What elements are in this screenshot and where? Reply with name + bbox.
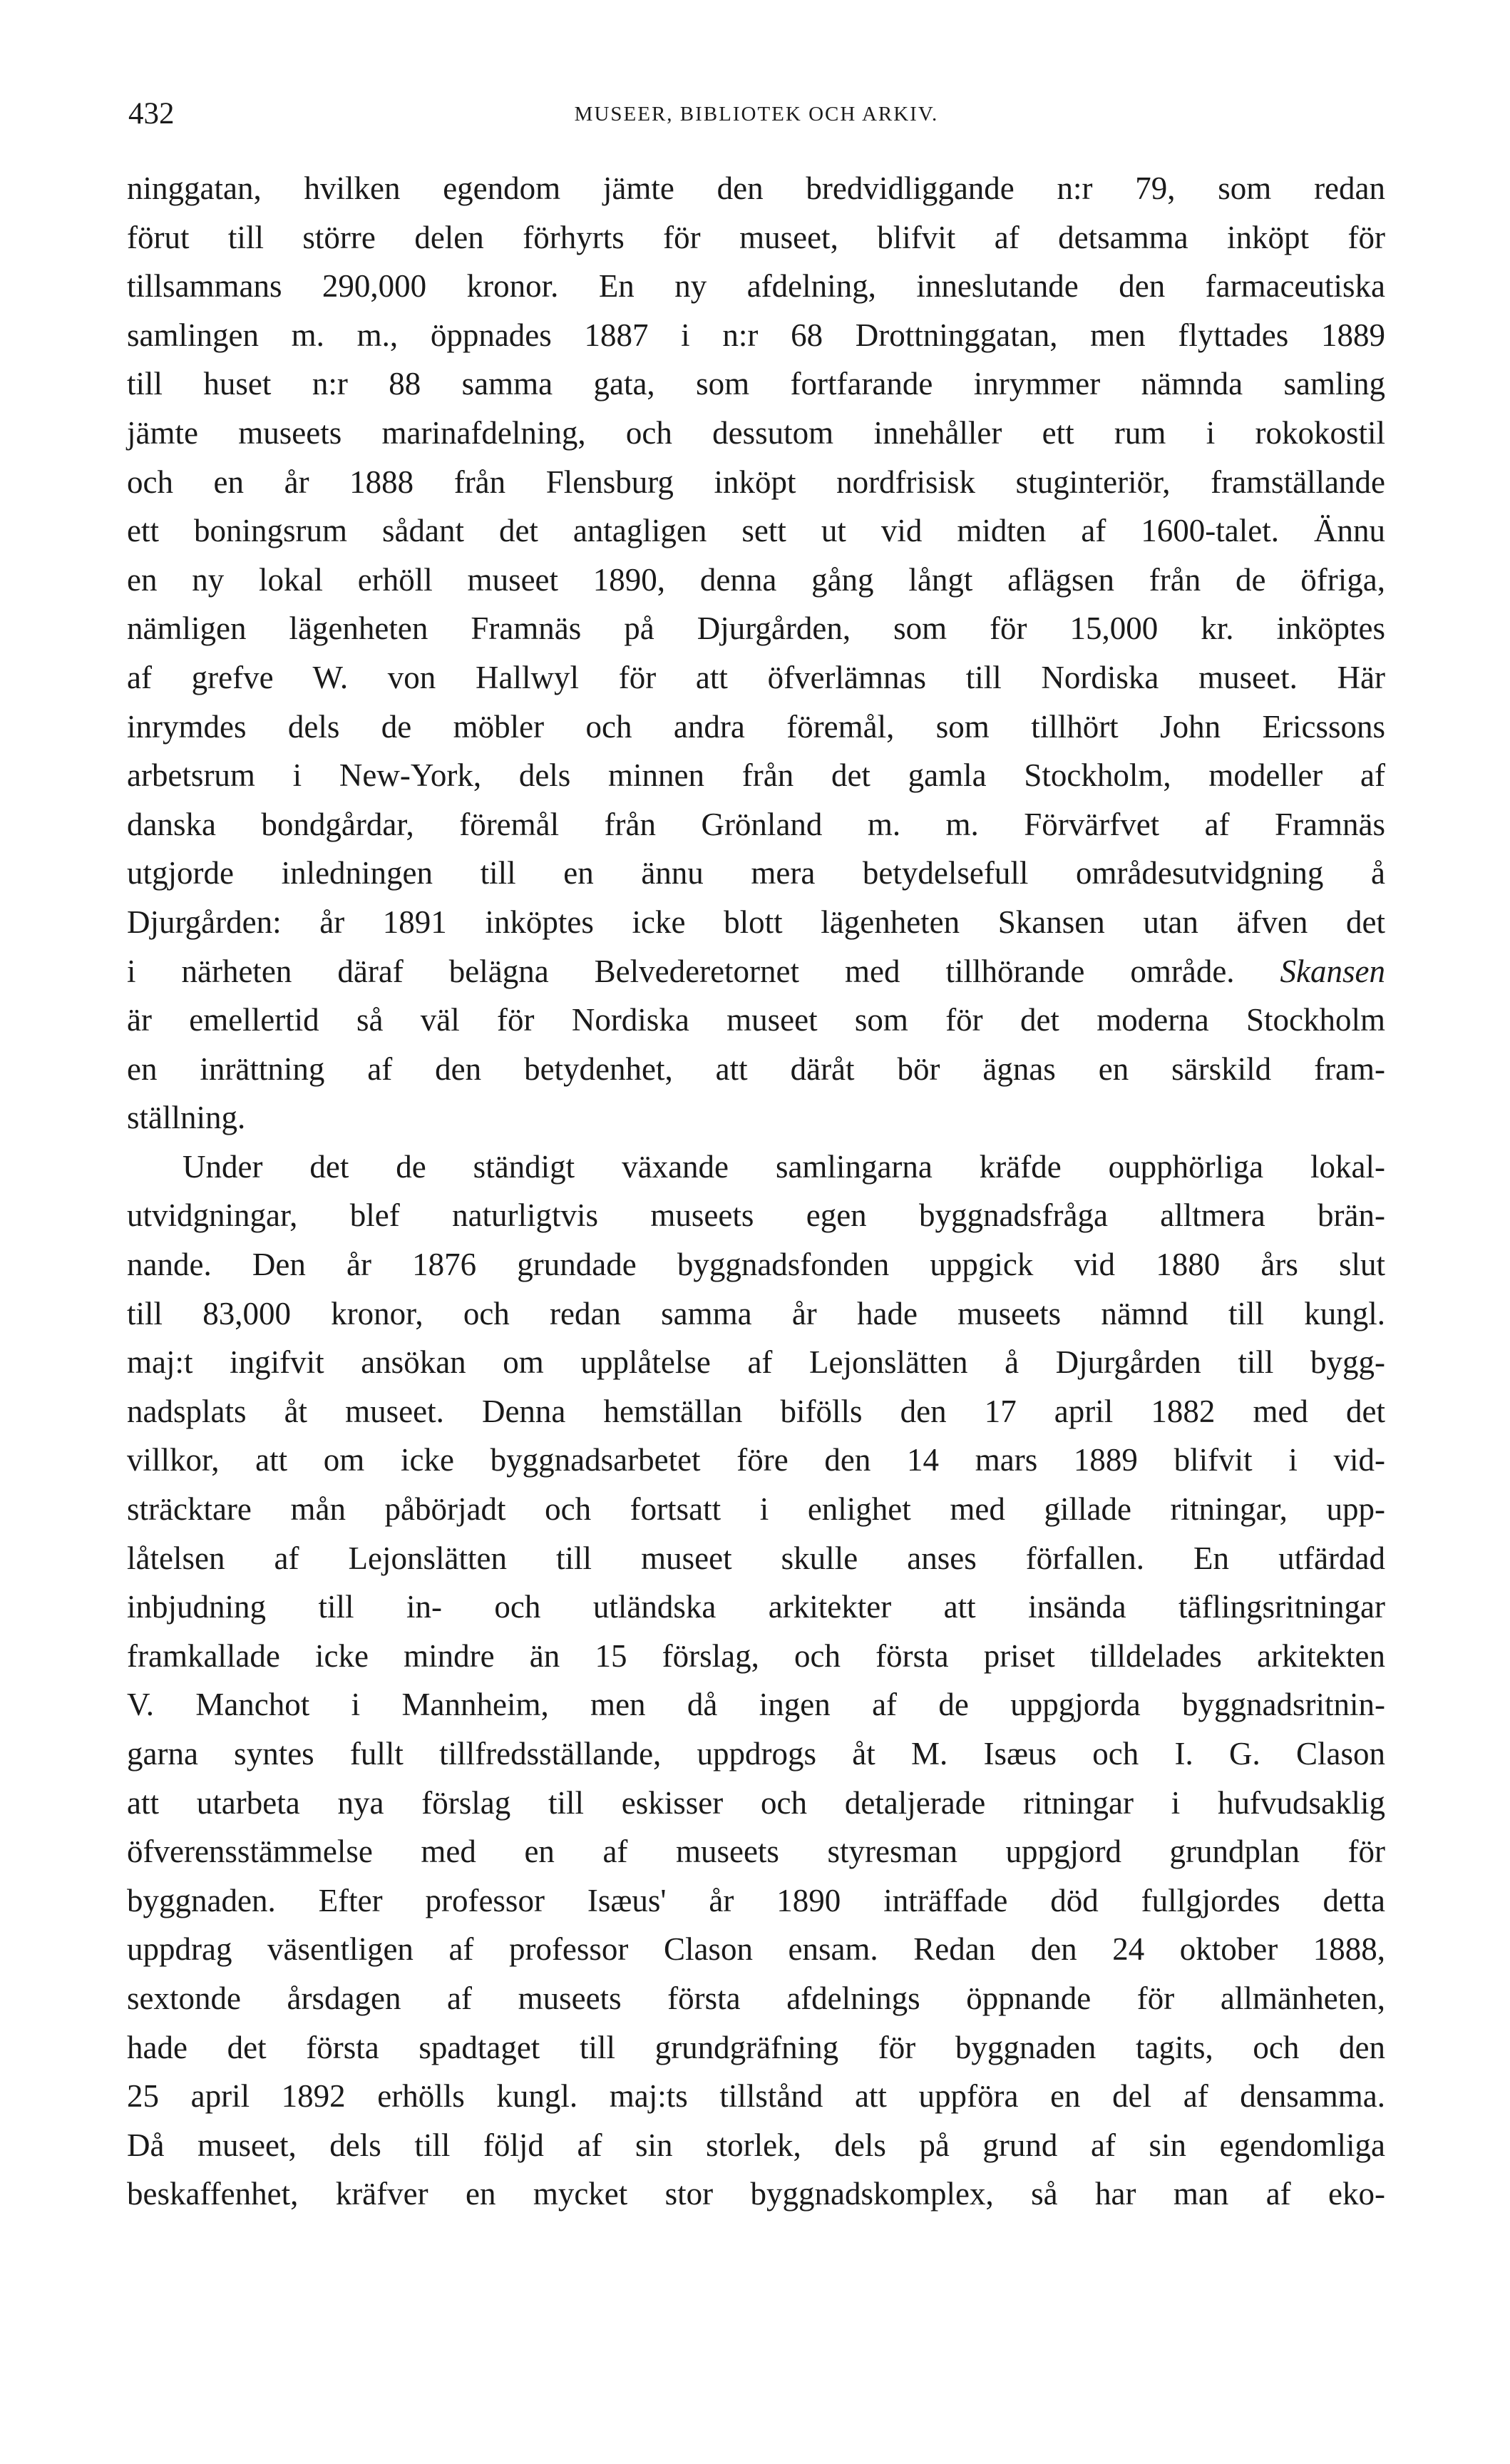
- page-number: 432: [128, 97, 175, 131]
- text-line: ett boningsrum sådant det antagligen sett ut vid midten af 1600-talet. Ännu: [127, 513, 1385, 549]
- text-line-with-italic: [127, 947, 1385, 996]
- text-line: att utarbeta nya förslag till eskisser och detaljerade ritningar i hufvudsaklig: [127, 1784, 1385, 1821]
- text-line: beskaffenhet, kräfver en mycket stor byggnadskomplex, så har man af eko-: [127, 2176, 1385, 2212]
- text-line: Under det de ständigt växande samlingarna kräfde oupphörliga lokal-: [183, 1148, 1385, 1185]
- text-line: en inrättning af den betydenhet, att däråt bör ägnas en särskild fram-: [127, 1050, 1385, 1087]
- text-line: låtelsen af Lejonslätten till museet skulle anses förfallen. En utfärdad: [127, 1540, 1385, 1576]
- text-line: 25 april 1892 erhölls kungl. maj:ts tillstånd att uppföra en del af densamma.: [127, 2078, 1385, 2115]
- text-line: maj:t ingifvit ansökan om upplåtelse af Lejonslätten å Djurgården till bygg-: [127, 1344, 1385, 1381]
- text-line: nämligen lägenheten Framnäs på Djurgården, som för 15,000 kr. inköptes: [127, 610, 1385, 647]
- text-line: sträcktare mån påbörjadt och fortsatt i enlighet med gillade ritningar, upp-: [127, 1491, 1385, 1528]
- text-run: i närheten däraf belägna Belvederetornet med tillhörande område.: [127, 953, 1280, 989]
- text-line: Då museet, dels till följd af sin storlek, dels på grund af sin egendomliga: [127, 2127, 1385, 2163]
- text-line: garna syntes fullt tillfredsställande, uppdrogs åt M. Isæus och I. G. Clason: [127, 1736, 1385, 1772]
- text-line: samlingen m. m., öppnades 1887 i n:r 68 Drottninggatan, men flyttades 1889: [127, 317, 1385, 353]
- text-line: af grefve W. von Hallwyl för att öfverlämnas till Nordiska museet. Här: [127, 659, 1385, 695]
- text-line: utvidgningar, blef naturligtvis museets egen byggnadsfråga alltmera brän-: [127, 1197, 1385, 1234]
- text-line: uppdrag väsentligen af professor Clason ensam. Redan den 24 oktober 1888,: [127, 1931, 1385, 1968]
- text-line: Djurgården: år 1891 inköptes icke blott lägenheten Skansen utan äfven det: [127, 904, 1385, 940]
- italic-word: Skansen: [1280, 953, 1385, 989]
- text-line: byggnaden. Efter professor Isæus' år 1890 inträffade död fullgjordes detta: [127, 1882, 1385, 1918]
- text-line: en ny lokal erhöll museet 1890, denna gång långt aflägsen från de öfriga,: [127, 561, 1385, 598]
- paragraph-1: [127, 164, 1385, 1142]
- text-line: villkor, att om icke byggnadsarbetet före den 14 mars 1889 blifvit i vid-: [127, 1442, 1385, 1478]
- running-title: MUSEER, BIBLIOTEK OCH ARKIV.: [574, 103, 939, 126]
- text-line: tillsammans 290,000 kronor. En ny afdelning, inneslutande den farmaceutiska: [127, 268, 1385, 305]
- text-line: framkallade icke mindre än 15 förslag, och första priset tilldelades arkitekten: [127, 1637, 1385, 1674]
- text-line: utgjorde inledningen till en ännu mera betydelsefull områdesutvidgning å: [127, 855, 1385, 891]
- text-line: förut till större delen förhyrts för museet, blifvit af detsamma inköpt för: [127, 219, 1385, 255]
- text-line: V. Manchot i Mannheim, men då ingen af de uppgjorda byggnadsritnin-: [127, 1687, 1385, 1723]
- text-line: till 83,000 kronor, och redan samma år hade museets nämnd till kungl.: [127, 1295, 1385, 1331]
- body-text: [127, 164, 1385, 2219]
- text-line: till huset n:r 88 samma gata, som fortfarande inrymmer nämnda samling: [127, 366, 1385, 402]
- text-line: sextonde årsdagen af museets första afdelnings öppnande för allmänheten,: [127, 1980, 1385, 2016]
- text-line: nadsplats åt museet. Denna hemställan bifölls den 17 april 1882 med det: [127, 1393, 1385, 1429]
- text-line: och en år 1888 från Flensburg inköpt nordfrisisk stuginteriör, framställande: [127, 464, 1385, 500]
- page-header: [128, 93, 1385, 136]
- text-line: jämte museets marinafdelning, och dessutom innehåller ett rum i rokokostil: [127, 414, 1385, 451]
- text-line: öfverensstämmelse med en af museets styresman uppgjord grundplan för: [127, 1834, 1385, 1870]
- text-line: inbjudning till in- och utländska arkitekter att insända täflingsritningar: [127, 1589, 1385, 1625]
- text-line: inrymdes dels de möbler och andra föremål, som tillhört John Ericssons: [127, 708, 1385, 745]
- text-line: arbetsrum i New-York, dels minnen från det gamla Stockholm, modeller af: [127, 757, 1385, 794]
- text-line: nande. Den år 1876 grundade byggnadsfonden uppgick vid 1880 års slut: [127, 1247, 1385, 1283]
- text-line: hade det första spadtaget till grundgräfning för byggnaden tagits, och den: [127, 2029, 1385, 2065]
- text-line: ninggatan, hvilken egendom jämte den bredvidliggande n:r 79, som redan: [127, 170, 1385, 206]
- paragraph-2: [127, 1142, 1385, 2219]
- text-line: är emellertid så väl för Nordiska museet som för det moderna Stockholm: [127, 1002, 1385, 1038]
- text-line: danska bondgårdar, föremål från Grönland m. m. Förvärfvet af Framnäs: [127, 806, 1385, 842]
- text-line: ställning.: [127, 1100, 246, 1136]
